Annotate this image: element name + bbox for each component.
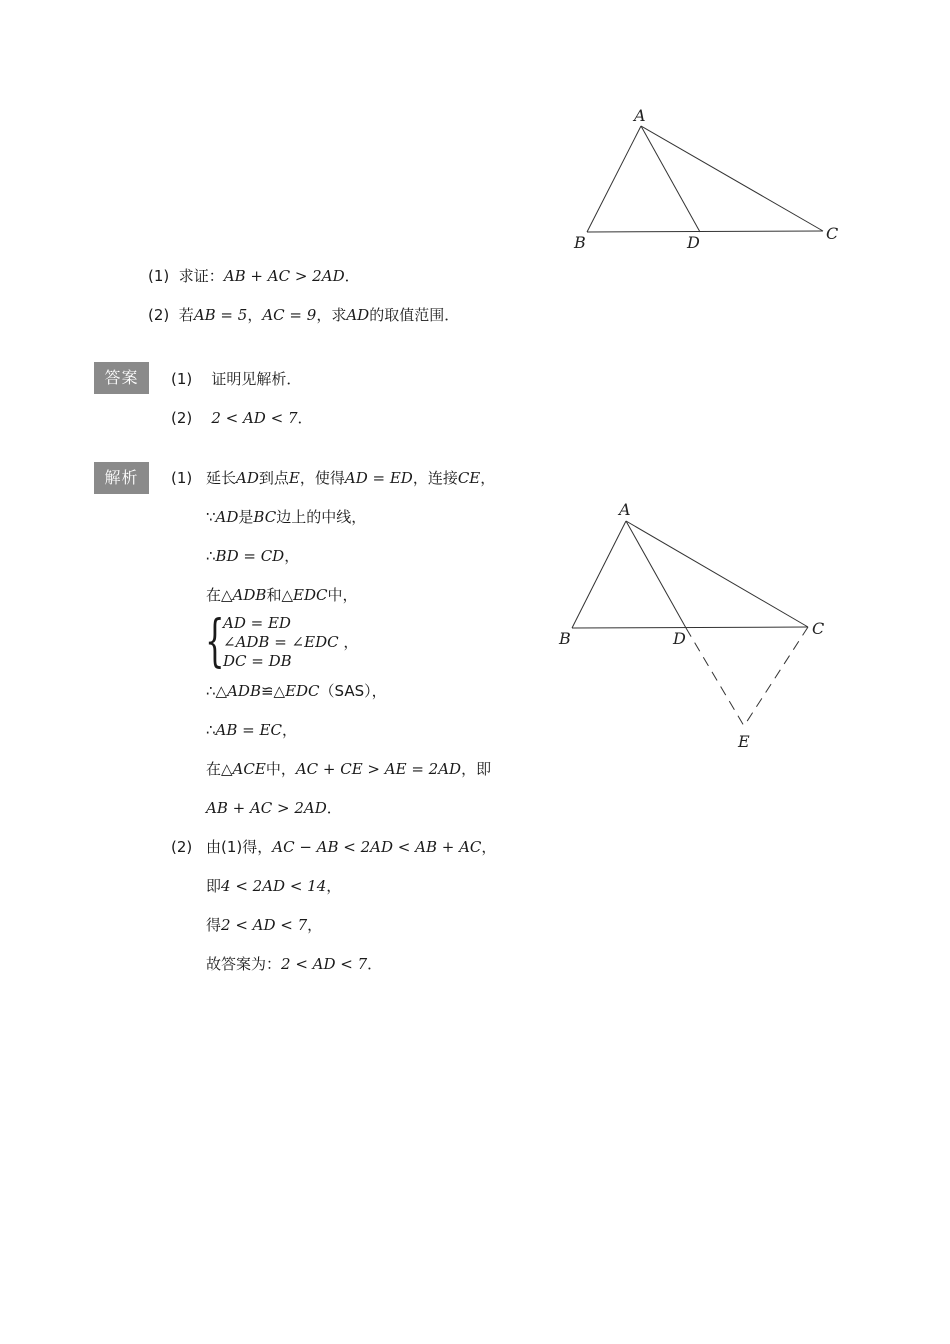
analysis-line-2: ∵AD是BC边上的中线， [206, 508, 367, 526]
question-1-suffix: ． [344, 267, 360, 285]
question-2-sep1: ， [247, 306, 263, 324]
segment-de-dashed [686, 628, 744, 726]
segment-ab [587, 126, 641, 232]
analysis-line-1: 延长AD到点E，使得AD = ED，连接CE， [206, 469, 496, 487]
system-row-3: DC = DB [223, 652, 292, 670]
left-brace: { [205, 609, 225, 674]
segment-ab [572, 521, 626, 628]
segment-ad [641, 126, 700, 232]
analysis-line-5: ∴△ADB≌△EDC（SAS）， [206, 682, 387, 700]
answer-item-2-math: 2 < AD < 7 [211, 409, 298, 427]
analysis-tag: 解析 [94, 462, 149, 494]
figure-2-label-a: A [619, 500, 631, 519]
analysis-line-12: 故答案为：2 < AD < 7． [206, 955, 383, 973]
question-2-math-ac: AC = 9 [262, 306, 317, 324]
answer-item-1-text: 证明见解析． [211, 370, 302, 388]
analysis-line-8: AB + AC > 2AD． [206, 799, 342, 817]
system-row-2: ∠ADB = ∠EDC ， [223, 633, 359, 651]
answer-item-1-number: (1) [171, 370, 193, 388]
question-2 [148, 305, 459, 325]
question-1-number: (1) [148, 267, 170, 285]
figure-2-extended-triangle [572, 521, 808, 726]
question-2-prefix: 若 [178, 306, 194, 324]
analysis-line-4: 在△ADB和△EDC中， [206, 586, 358, 604]
figure-2-label-c: C [812, 619, 825, 638]
segment-ac [641, 126, 823, 231]
figure-1-label-d: D [687, 233, 700, 252]
answer-item-2 [171, 408, 313, 428]
analysis-line-11: 得2 < AD < 7， [206, 916, 323, 934]
answer-item-2-suffix: ． [297, 409, 313, 427]
segment-bc [572, 627, 808, 628]
analysis-line-3: ∴BD = CD， [206, 547, 300, 565]
figure-2-label-d: D [673, 629, 686, 648]
question-2-sep2: ，求 [316, 306, 347, 324]
figure-1-label-c: C [826, 224, 839, 243]
segment-ac [626, 521, 808, 627]
segment-ad [626, 521, 686, 628]
question-2-suffix: 的取值范围． [369, 306, 460, 324]
question-2-number: (2) [148, 306, 170, 324]
figure-2-label-b: B [559, 629, 571, 648]
analysis-line-6: ∴AB = EC， [206, 721, 297, 739]
question-1-prefix: 求证： [178, 267, 224, 285]
question-2-math-ab: AB = 5 [193, 306, 248, 324]
figure-1-label-a: A [634, 106, 646, 125]
answer-item-2-number: (2) [171, 409, 193, 427]
segment-ce-dashed [744, 627, 808, 726]
system-row-1: AD = ED [223, 614, 291, 632]
question-2-math-ad: AD [346, 306, 370, 324]
question-1 [148, 266, 360, 286]
segment-bc [587, 231, 823, 232]
answer-item-1 [171, 369, 301, 389]
analysis-line-10: 即4 < 2AD < 14， [206, 877, 342, 895]
analysis-line-9: 由(1)得，AC − AB < 2AD < AB + AC， [206, 838, 497, 856]
figure-1-label-b: B [574, 233, 586, 252]
figure-1-triangle-abc [587, 126, 823, 232]
analysis-line-7: 在△ACE中，AC + CE > AE = 2AD，即 [206, 760, 492, 778]
answer-tag: 答案 [94, 362, 149, 394]
question-1-math: AB + AC > 2AD [223, 267, 345, 285]
analysis-part-2-number: (2) [171, 838, 193, 856]
analysis-part-1-number: (1) [171, 469, 193, 487]
figure-2-label-e: E [738, 732, 750, 751]
